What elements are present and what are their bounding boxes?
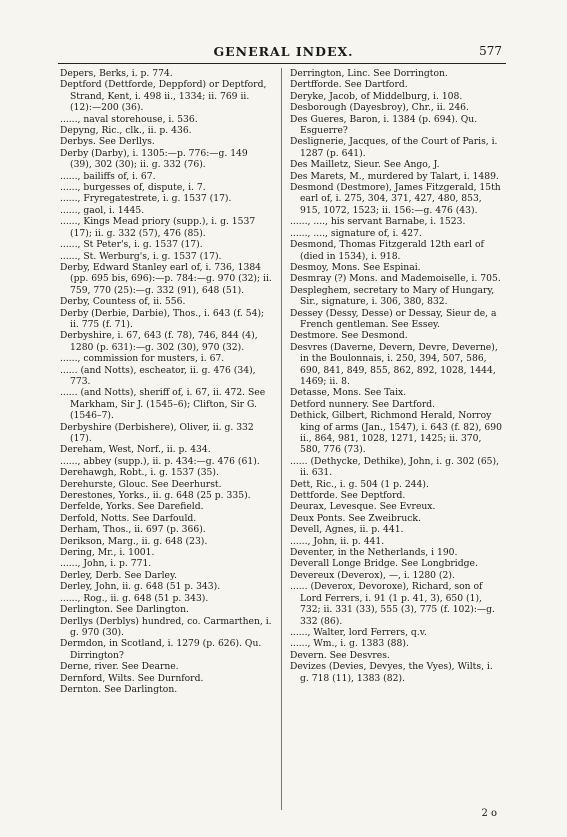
index-entry: Devell, Agnes, ii. p. 441. — [290, 524, 404, 536]
index-entry: Derbyshire, i. 67, 643 (f. 78), 746, 844 (4), 1280 (p. 631):—g. 302 (30), 970 (32). — [60, 330, 258, 353]
index-entry: ......, Walter, lord Ferrers, q.v. — [290, 626, 427, 638]
index-entry: Deverall Longe Bridge. See Longbridge. — [290, 558, 478, 570]
index-entry: Derehawgh, Robt., i. g. 1537 (35). — [60, 467, 219, 479]
index-entry: Derestones, Yorks., ii. g. 648 (25 p. 335). — [60, 490, 251, 502]
index-entry: Depyng, Ric., clk., ii. p. 436. — [60, 125, 192, 137]
index-entry: Desmond (Destmore), James Fitzgerald, 15th earl of, i. 275, 304, 371, 427, 480, 853, 915, 1072, 1523; ii. 156:—g. 476 (43). — [290, 182, 501, 216]
header-rule — [58, 63, 506, 64]
printer-signature: 2 o — [481, 808, 497, 819]
index-entry: Depers, Berks, i. p. 774. — [60, 68, 173, 79]
index-entry: ......, gaol, i. 1445. — [60, 204, 145, 216]
index-entry: Derham, Thos., ii. 697 (p. 366). — [60, 524, 206, 536]
index-entry: Devereux (Deverox), —, i. 1280 (2). — [290, 569, 455, 581]
index-entry: Derley, Derb. See Darley. — [60, 569, 177, 581]
index-entry: ......, ...., his servant Barnabe, i. 1523. — [290, 216, 466, 228]
index-entry: Derby, Countess of, ii. 556. — [60, 296, 186, 308]
index-entry: Derby, Edward Stanley earl of, i. 736, 1384 (pp. 695 bis, 696):—p. 784:—g. 970 (32); ii. 759, 770 (25):—g. 332 (91), 648 (51). — [60, 261, 272, 296]
index-entry: Dettforde. See Deptford. — [290, 490, 406, 502]
index-entry: Deryke, Jacob, of Middelburg, i. 108. — [290, 90, 463, 102]
index-entry: ......, abbey (supp.), ii. p. 434:—g. 476 (61). — [60, 455, 260, 467]
index-column-right — [290, 68, 502, 684]
index-entry: Derfold, Notts. See Darfould. — [60, 512, 197, 524]
index-entry: Deux Ponts. See Zweibruck. — [290, 512, 421, 524]
index-entry: ......, Fryregatestrete, i. g. 1537 (17). — [60, 193, 232, 205]
index-entry: Derrington, Linc. See Dorrington. — [290, 68, 448, 79]
index-entry: Derikson, Marg., ii. g. 648 (23). — [60, 535, 208, 547]
index-entry: Derley, John, ii. g. 648 (51 p. 343). — [60, 581, 221, 593]
index-entry: ......, ...., signature of, i. 427. — [290, 227, 422, 239]
index-entry: ......, Wm., i. g. 1383 (88). — [290, 638, 409, 650]
column-divider — [281, 68, 282, 810]
index-entry: Deslignerie, Jacques, of the Court of Paris, i. 1287 (p. 641). — [290, 136, 498, 159]
index-entry: Desmray (?) Mons. and Mademoiselle, i. 705. — [290, 273, 501, 285]
index-entry: Derllys (Derblys) hundred, co. Carmarthen, i. g. 970 (30). — [60, 615, 272, 638]
index-entry: Derfelde, Yorks. See Darefield. — [60, 501, 204, 513]
index-entry: Desmoy, Mons. See Espinai. — [290, 261, 421, 273]
index-entry: Dett, Ric., i. g. 504 (1 p. 244). — [290, 478, 429, 490]
index-entry: Derehurste, Glouc. See Deerhurst. — [60, 478, 222, 490]
index-entry: ......, St Peter's, i. g. 1537 (17). — [60, 239, 203, 251]
index-entry: Desborough (Dayesbroy), Chr., ii. 246. — [290, 102, 469, 114]
index-entry: ...... (Deverox, Devoroxe), Richard, son of Lord Ferrers, i. 91 (1 p. 41, 3), 650 (1), 732; ii. 331 (33), 555 (3), 775 (f. 102):—g. 332 (86). — [290, 581, 495, 627]
page-number: 577 — [479, 44, 502, 58]
index-entry: Dereham, West, Norf., ii. p. 434. — [60, 444, 211, 456]
index-entry: Devern. See Desvres. — [290, 649, 390, 661]
index-entry: Dethick, Gilbert, Richmond Herald, Norroy king of arms (Jan., 1547), i. 643 (f. 82), 690 ii., 864, 981, 1028, 1271, 1425; ii. 370, 580, 776 (73). — [290, 410, 502, 456]
index-entry: ......, naval storehouse, i. 536. — [60, 113, 198, 125]
index-entry: Deventer, in the Netherlands, i 190. — [290, 547, 458, 559]
index-entry: Dermdon, in Scotland, i. 1279 (p. 626). Qu. Dirrington? — [60, 638, 262, 661]
index-entry: Deptford (Dettforde, Deppford) or Deptford, Strand, Kent, i. 498 ii., 1334; ii. 769 ii. (12):—200 (36). — [60, 79, 267, 114]
index-entry: ......, St. Werburg's, i. g. 1537 (17). — [60, 250, 222, 262]
index-entry: ...... (Dethycke, Dethike), John, i. g. 302 (65), ii. 631. — [290, 455, 500, 479]
index-entry: ......, Kings Mead priory (supp.), i. g. 1537 (17); ii. g. 332 (57), 476 (85). — [60, 216, 256, 239]
index-entry: Derby (Derbie, Darbie), Thos., i. 643 (f. 54); ii. 775 (f. 71). — [60, 307, 265, 330]
index-entry: Dernford, Wilts. See Durnford. — [60, 672, 204, 684]
index-entry: Des Gueres, Baron, i. 1384 (p. 694). Qu. Esguerre? — [290, 113, 478, 137]
index-entry: ......, bailiffs of, i. 67. — [60, 170, 156, 182]
index-entry: ...... (and Notts), escheator, ii. g. 476 (34), 773. — [60, 364, 256, 387]
index-entry: Deurax, Levesque. See Evreux. — [290, 501, 436, 513]
index-entry: Derbyshire (Derbishere), Oliver, ii. g. 332 (17). — [60, 421, 254, 444]
index-entry: Derlington. See Darlington. — [60, 604, 189, 616]
index-entry: ......, burgesses of, dispute, i. 7. — [60, 182, 206, 194]
page-title: GENERAL INDEX. — [213, 44, 354, 59]
index-entry: Destmore. See Desmond. — [290, 330, 408, 342]
index-entry: Dering, Mr., i. 1001. — [60, 547, 155, 559]
index-entry: Derne, river. See Dearne. — [60, 661, 179, 673]
index-entry: ......, commission for musters, i. 67. — [60, 353, 225, 365]
index-entry: ......, John, i. p. 771. — [60, 558, 152, 570]
index-entry: Detasse, Mons. See Taix. — [290, 387, 407, 399]
page-header — [0, 44, 567, 62]
index-entry: Detford nunnery. See Dartford. — [290, 398, 436, 410]
index-entry: Desvres (Daverne, Devern, Devre, Deverne), in the Boulonnais, i. 250, 394, 507, 586, 690, 841, 849, 855, 862, 892, 1028, 1444, 1469; ii. 8. — [290, 341, 498, 387]
index-entry: Dertfforde. See Dartford. — [290, 79, 408, 91]
index-entry: Derbys. See Derllys. — [60, 136, 155, 148]
index-entry: ......, John, ii. p. 441. — [290, 535, 385, 547]
index-entry: Devizes (Devies, Devyes, the Vyes), Wilts, i. g. 718 (11), 1383 (82). — [290, 661, 493, 684]
index-entry: ......, Rog., ii. g. 648 (51 p. 343). — [60, 592, 209, 604]
index-entry: ...... (and Notts), sheriff of, i. 67, ii. 472. See Markham, Sir J. (1545–6); Clifton, Sir G. (1546–7). — [60, 387, 266, 422]
index-entry: Des Mailletz, Sieur. See Ango, J. — [290, 159, 440, 171]
index-column-left — [60, 68, 272, 695]
index-entry: Derby (Darby), i. 1305:—p. 776:—g. 149 (39), 302 (30); ii. g. 332 (76). — [60, 147, 248, 171]
index-entry: Dernton. See Darlington. — [60, 683, 178, 695]
index-entry: Despleghem, secretary to Mary of Hungary, Sir., signature, i. 306, 380, 832. — [290, 284, 495, 308]
index-entry: Dessey (Dessy, Desse) or Dessay, Sieur de, a French gentleman. See Essey. — [290, 307, 497, 330]
index-entry: Desmond, Thomas Fitzgerald 12th earl of (died in 1534), i. 918. — [290, 239, 484, 262]
index-entry: Des Marets, M., murdered by Talart, i. 1489. — [290, 170, 499, 182]
